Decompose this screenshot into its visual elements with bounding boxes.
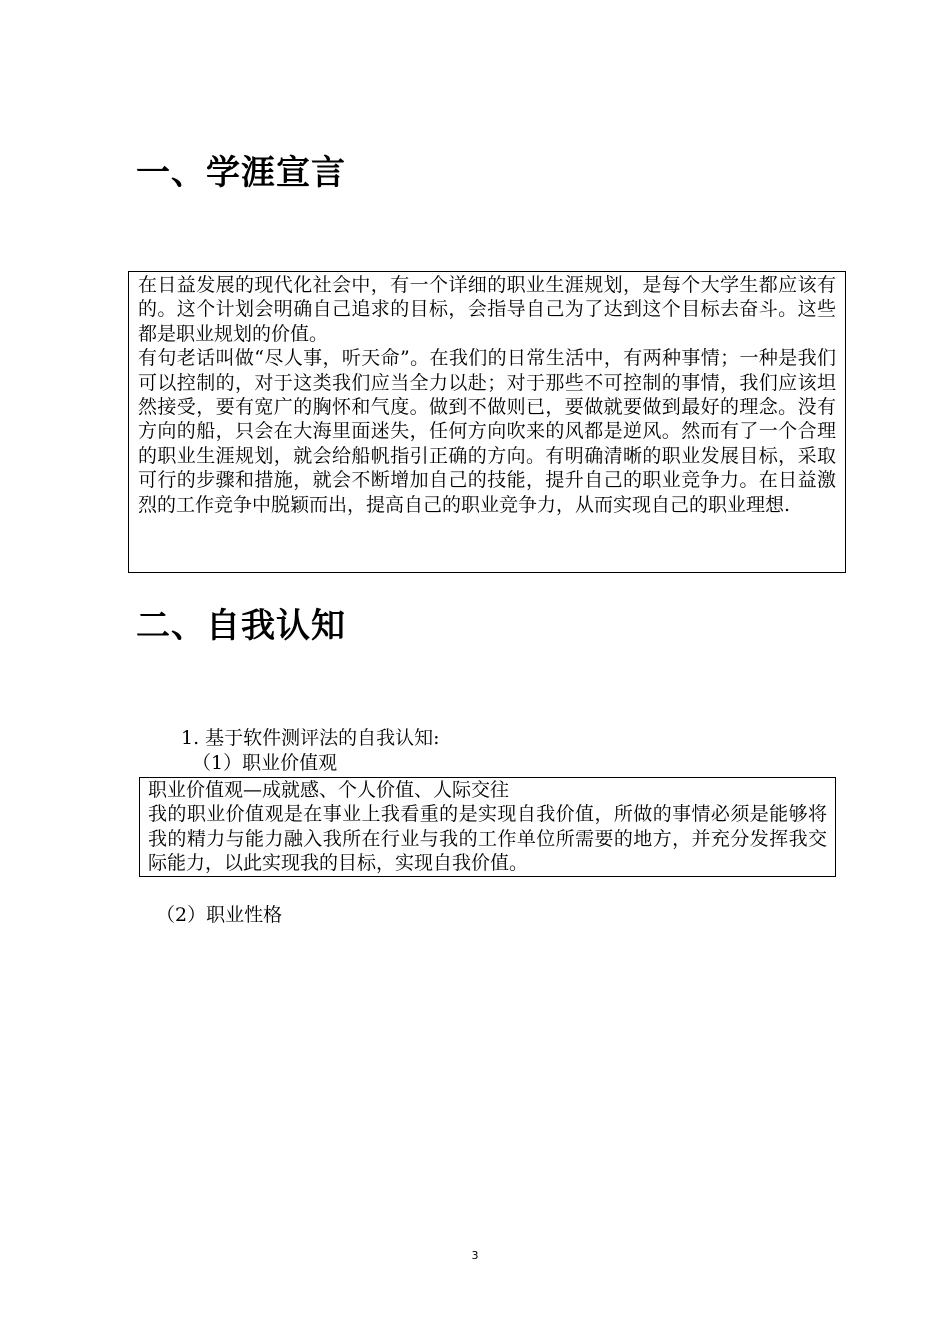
career-values-description: 我的职业价值观是在事业上我看重的是实现自我价值，所做的事情必须是能够将我的精力与能力融入我所在行业与我的工作单位所需要的地方，并充分发挥我交际能力，以此实现我的目标，实现自我价值。 [148,803,827,875]
career-values-box [139,777,836,877]
section-heading-career-declaration: 一、学涯宣言 [136,153,346,193]
subsection-title-career-values: （1）职业价值观 [192,752,338,774]
declaration-paragraph-1: 在日益发展的现代化社会中，有一个详细的职业生涯规划，是每个大学生都应该有的。这个计划会明确自己追求的目标，会指导自己为了达到这个目标去奋斗。这些都是职业规划的价值。 [138,274,836,345]
career-declaration-box [128,271,846,573]
section-heading-self-awareness: 二、自我认知 [136,606,346,646]
page-number: 3 [471,1249,479,1262]
declaration-paragraph-2: 有句老话叫做“尽人事，听天命”。在我们的日常生活中，有两种事情；一种是我们可以控制的，对于这类我们应当全力以赴；对于那些不可控制的事情，我们应该坦然接受，要有宽广的胸怀和气度。做到不做则已，要做就要做到最好的理念。没有方向的船，只会在大海里面迷失，任何方向吹来的风都是逆风。然而有了一个合理的职业生涯规划，就会给船帆指引正确的方向。有明确清晰的职业发展目标，采取可行的步骤和措施，就会不断增加自己的技能，提升自己的职业竞争力。在日益激烈的工作竞争中脱颖而出，提高自己的职业竞争力，从而实现自己的职业理想. [138,347,836,516]
career-values-summary: 职业价值观—成就感、个人价值、人际交往 [148,779,510,801]
subsection-title-software-assessment: 1. 基于软件测评法的自我认知: [181,727,440,749]
subsection-title-career-personality: （2）职业性格 [156,904,283,926]
